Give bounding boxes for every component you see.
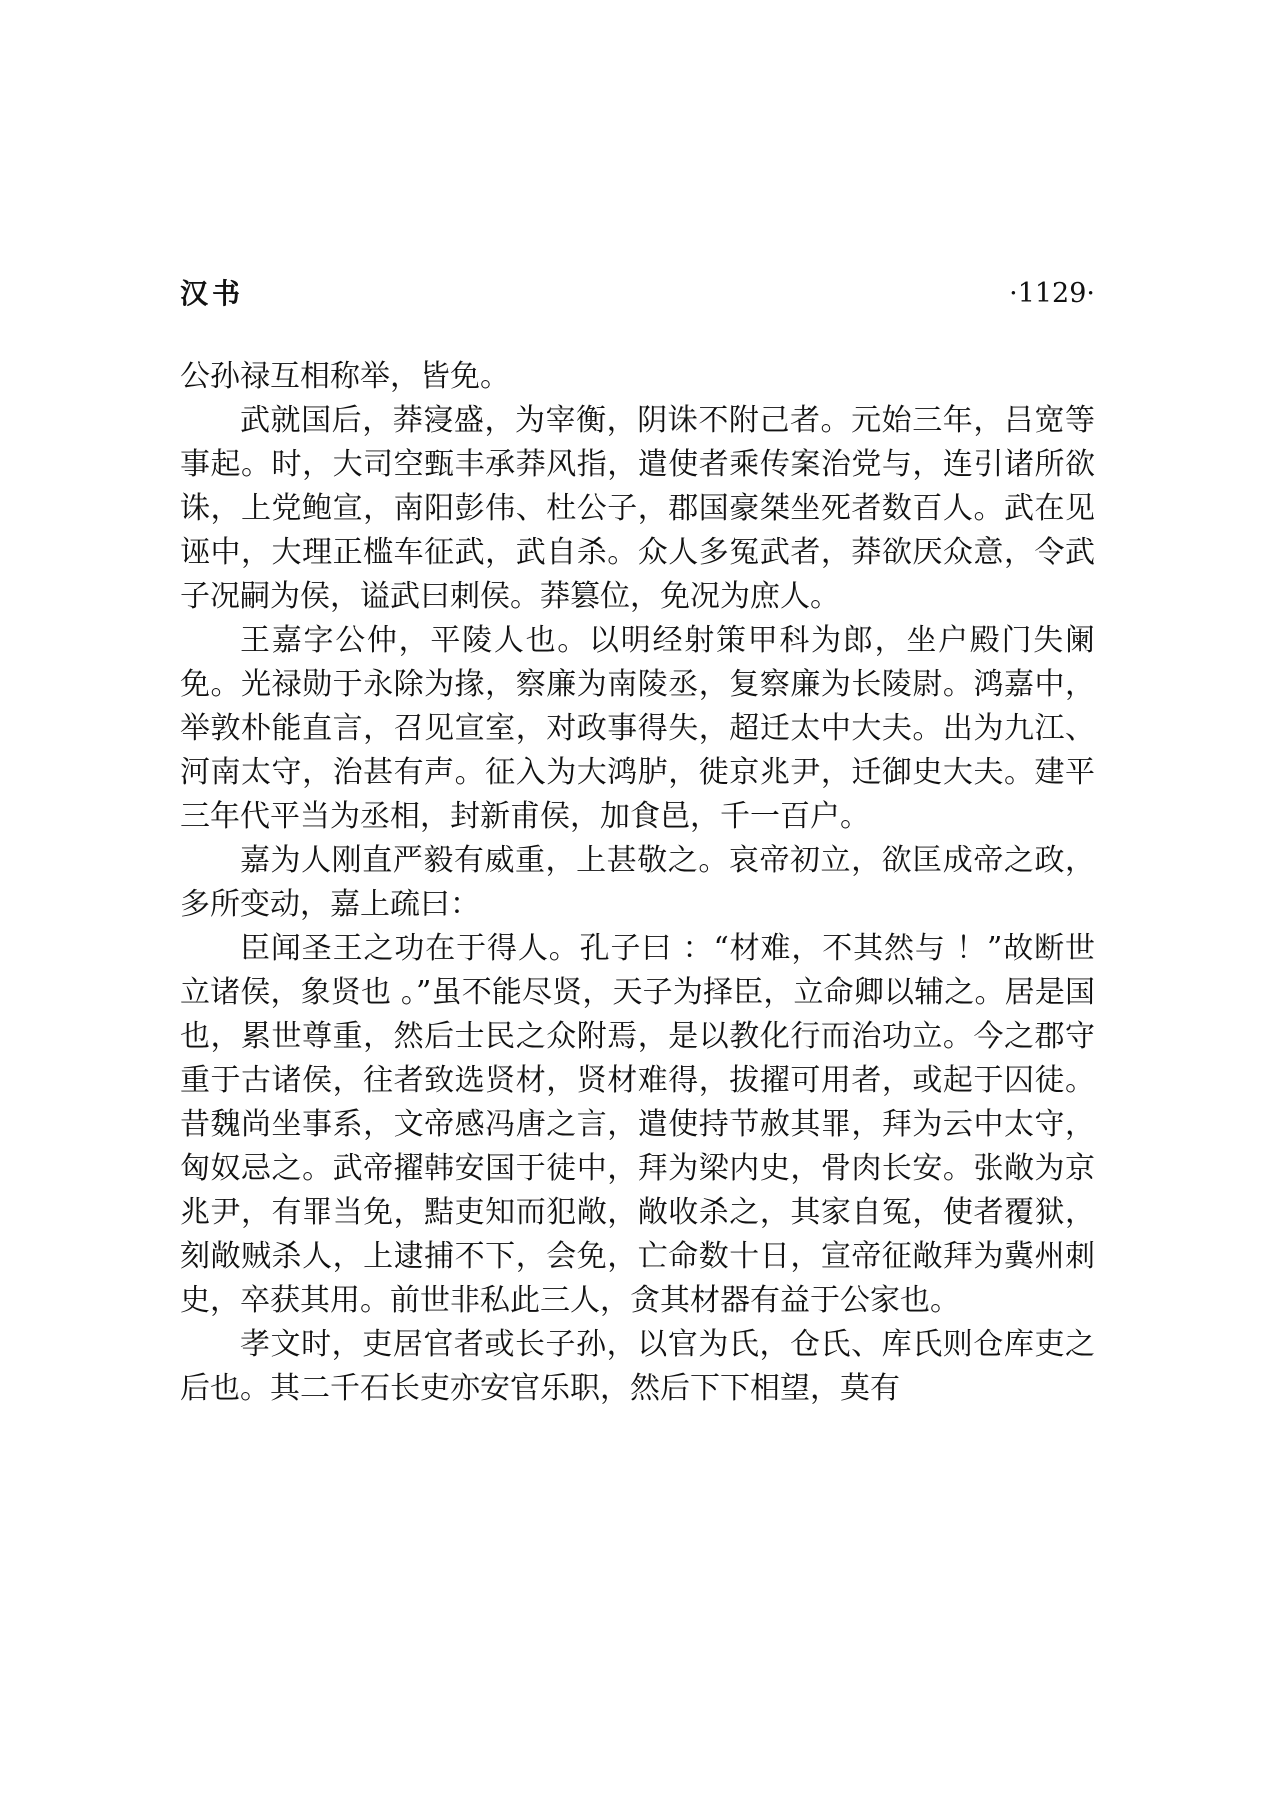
page-number: ·1129· (1009, 278, 1095, 309)
paragraph-6: 孝文时，吏居官者或长子孙，以官为氏，仓氏、库氏则仓库吏之后也。其二千石长吏亦安官乐职，然后下下相望，莫有 (180, 1327, 1095, 1406)
paragraph-1: 公孙禄互相称举，皆免。 (180, 359, 510, 394)
paragraph-3: 王嘉字公仲，平陵人也。以明经射策甲科为郎，坐户殿门失阑免。光禄勋于永除为掾，察廉为南陵丞，复察廉为长陵尉。鸿嘉中，举敦朴能直言，召见宣室，对政事得失，超迁太中大夫。出为九江、河南太守，治甚有声。征入为大鸿胪，徙京兆尹，迁御史大夫。建平三年代平当为丞相，封新甫侯，加食邑，千一百户。 (180, 623, 1095, 834)
paragraph-5: 臣闻圣王之功在于得人。孔子曰 ：“材难，不其然与 ！”故断世立诸侯，象贤也 。”虽不能尽贤，天子为择臣，立命卿以辅之。居是国也，累世尊重，然后士民之众附焉，是以教化行而治功立。今之郡守重于古诸侯，往者致选贤材，贤材难得，拔擢可用者，或起于囚徒。昔魏尚坐事系，文帝感冯唐之言，遣使持节赦其罪，拜为云中太守，匈奴忌之。武帝擢韩安国于徒中，拜为梁内史，骨肉长安。张敞为京兆尹，有罪当免，黠吏知而犯敞，敞收杀之，其家自冤，使者覆狱，刻敞贼杀人，上逮捕不下，会免，亡命数十日，宣帝征敞拜为冀州刺史，卒获其用。前世非私此三人，贪其材器有益于公家也。 (180, 931, 1095, 1318)
book-title: 汉书 (180, 277, 245, 310)
paragraph-4: 嘉为人刚直严毅有威重，上甚敬之。哀帝初立，欲匡成帝之政，多所变动，嘉上疏曰： (180, 843, 1095, 922)
paragraph-2: 武就国后，莽寖盛，为宰衡，阴诛不附己者。元始三年，吕宽等事起。时，大司空甄丰承莽风指，遣使者乘传案治党与，连引诸所欲诛，上党鲍宣，南阳彭伟、杜公子，郡国豪桀坐死者数百人。武在见诬中，大理正槛车征武，武自杀。众人多冤武者，莽欲厌众意，令武子况嗣为侯，谥武曰刺侯。莽篡位，免况为庶人。 (180, 403, 1095, 614)
body-text (180, 355, 1095, 1411)
page-header (180, 272, 1095, 316)
